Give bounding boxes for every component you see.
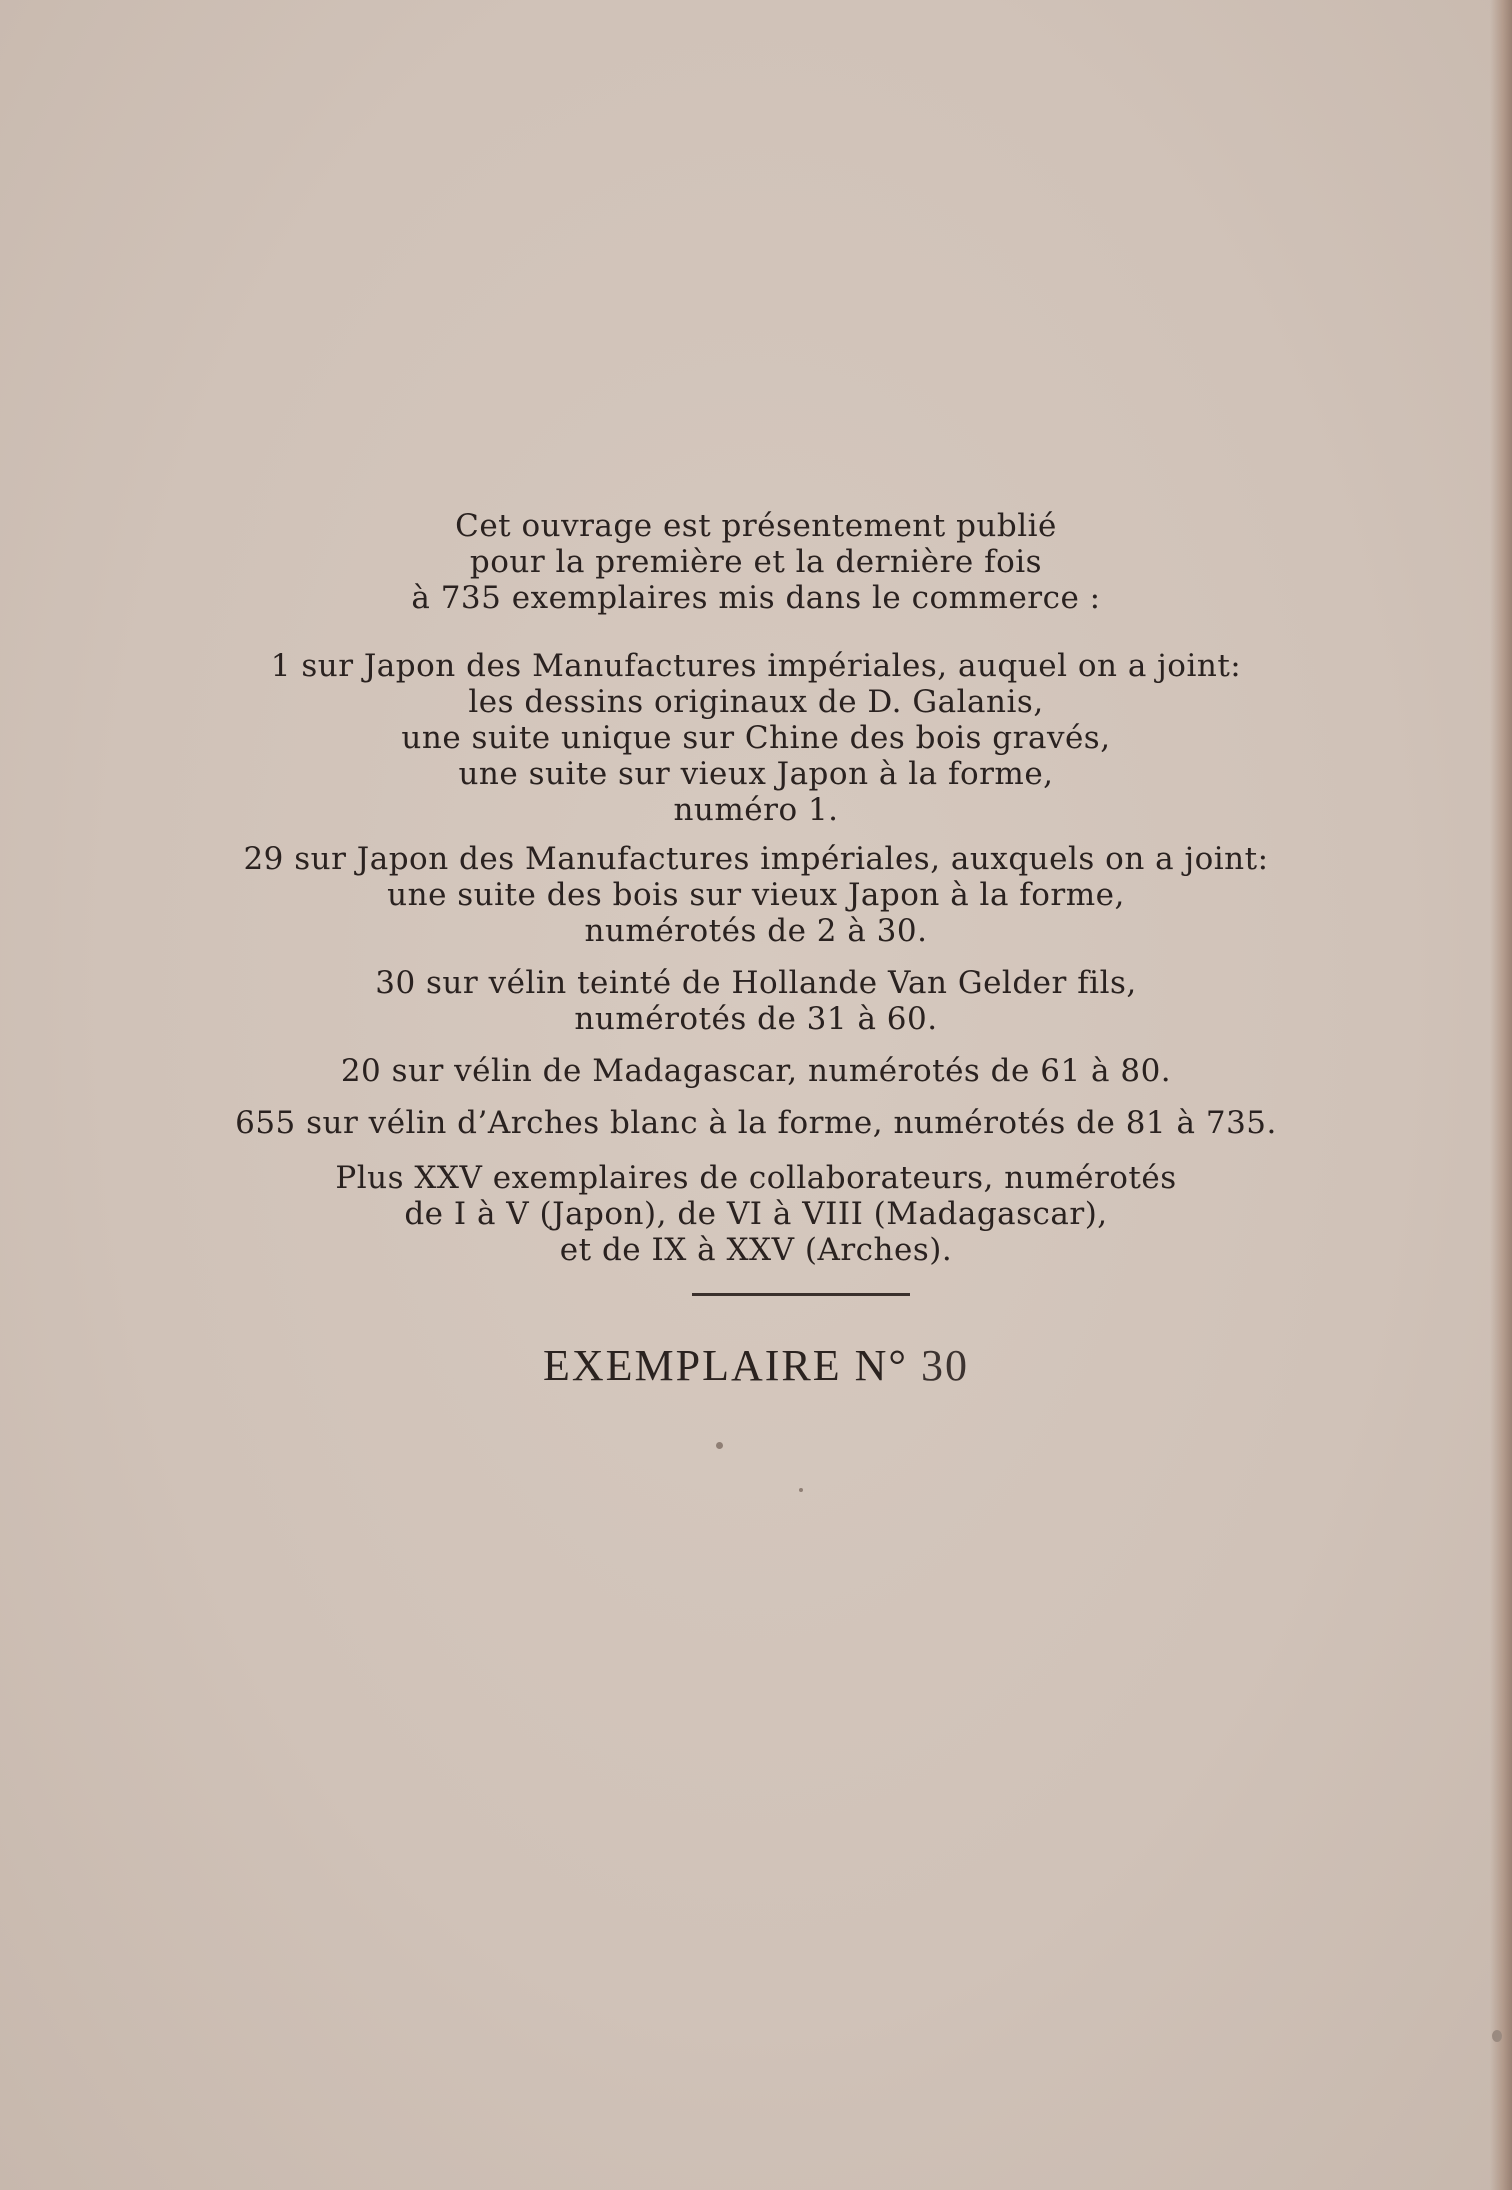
japon-29-line: numérotés de 2 à 30.	[584, 913, 928, 949]
exemplaire-number	[0, 1340, 1512, 1392]
intro-line: à 735 exemplaires mis dans le commerce :	[411, 580, 1101, 616]
japon-1-line: 1 sur Japon des Manufactures impériales, auquel on a joint:	[270, 648, 1242, 684]
paper-speck	[1492, 2030, 1502, 2042]
arches-paragraph	[0, 1105, 1512, 1141]
japon-1-paragraph	[0, 648, 1512, 828]
japon-1-line: les dessins originaux de D. Galanis,	[468, 684, 1044, 720]
japon-1-line: une suite unique sur Chine des bois gravés,	[401, 720, 1111, 756]
hollande-paragraph	[0, 965, 1512, 1037]
collaborateurs-line: de I à V (Japon), de VI à VIII (Madagascar),	[404, 1196, 1108, 1232]
madagascar-paragraph	[0, 1053, 1512, 1089]
intro-paragraph	[0, 508, 1512, 616]
collaborateurs-line: et de IX à XXV (Arches).	[559, 1232, 953, 1268]
paper-speck	[799, 1488, 803, 1492]
paper-speck	[716, 1442, 723, 1449]
collaborateurs-paragraph	[0, 1160, 1512, 1268]
exemplaire-value: 30	[921, 1341, 970, 1390]
madagascar-line: 20 sur vélin de Madagascar, numérotés de 61 à 80.	[340, 1053, 1172, 1089]
japon-29-paragraph	[0, 841, 1512, 949]
japon-1-line: numéro 1.	[673, 792, 839, 828]
collaborateurs-line: Plus XXV exemplaires de collaborateurs, numérotés	[335, 1160, 1177, 1196]
japon-29-line: une suite des bois sur vieux Japon à la forme,	[387, 877, 1125, 913]
page-edge-shadow	[1490, 0, 1512, 2190]
japon-29-line: 29 sur Japon des Manufactures impériales, auxquels on a joint:	[243, 841, 1269, 877]
hollande-line: numérotés de 31 à 60.	[574, 1001, 938, 1037]
arches-line: 655 sur vélin d’Arches blanc à la forme, numérotés de 81 à 735.	[235, 1105, 1277, 1141]
divider-rule	[692, 1293, 910, 1296]
hollande-line: 30 sur vélin teinté de Hollande Van Gelder fils,	[375, 965, 1137, 1001]
japon-1-line: une suite sur vieux Japon à la forme,	[458, 756, 1054, 792]
intro-line: pour la première et la dernière fois	[469, 544, 1043, 580]
exemplaire-label: EXEMPLAIRE N°	[542, 1341, 909, 1390]
intro-line: Cet ouvrage est présentement publié	[455, 508, 1057, 544]
